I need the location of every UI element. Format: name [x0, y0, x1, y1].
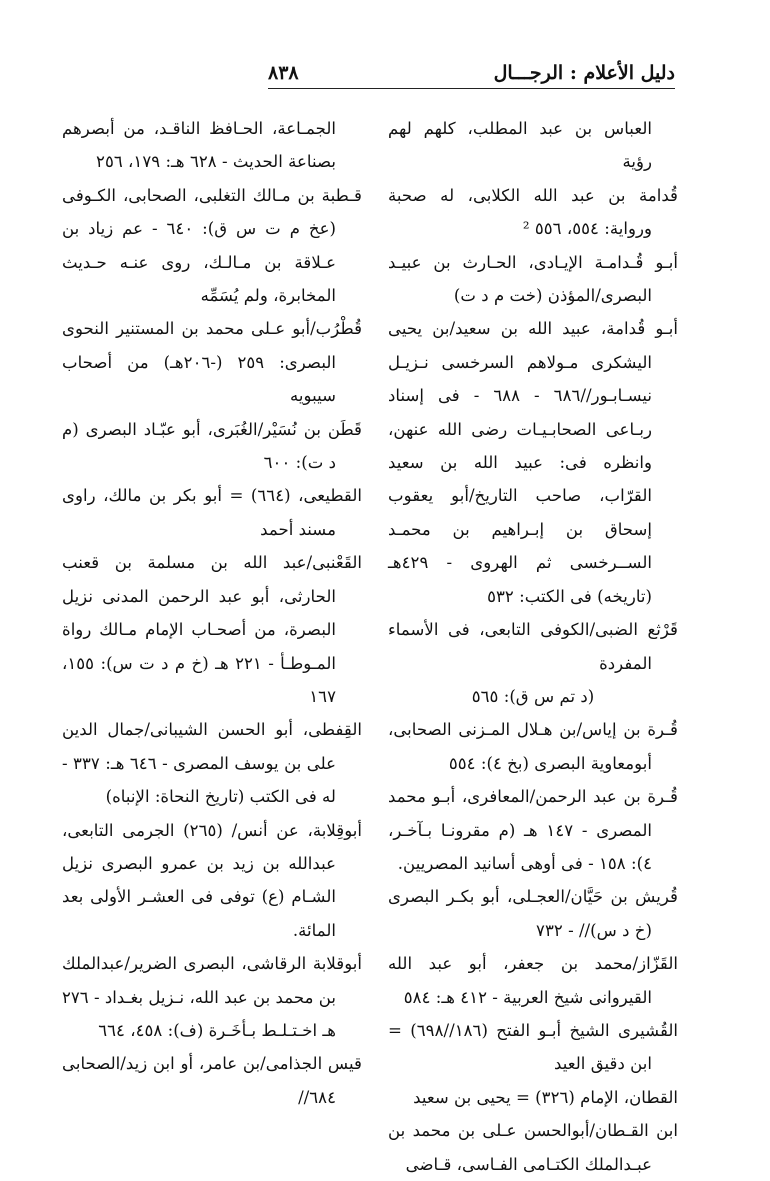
- index-entry: قُـرة بن عبد الرحمن/المعافرى، أبـو محمد المصرى - ١٤٧ هـ (م مقرونـا بـآخـر، ٤): ١٥٨ - فى أوهى أسانيد المصريين.: [388, 787, 678, 873]
- index-entry: قـطبة بن مـالك التغلبى، الصحابى، الكـوفى (عخ م ت س ق): ٦٤٠ - عم زياد بن عـلاقة بن مـالـك، روى عنـه حـديث المخابرة، ولم يُسَمِّه: [62, 185, 362, 306]
- index-entry: أبـو قُـدامـة الإيـادى، الحـارث بن عبيـد البصرى/المؤذن (خت م د ت): [388, 252, 678, 306]
- index-entry-continuation: العباس بن عبد المطلب، كلهم لهم رؤية: [388, 119, 652, 172]
- index-entry: القَزّاز/محمد بن جعفر، أبو عبد الله القيروانى شيخ العربية - ٤١٢ هـ: ٥٨٤: [388, 954, 678, 1007]
- index-entry: القُشيرى الشيخ أبـو الفتح (١٨٦//٦٩٨) = ابن دقيق العيد: [388, 1020, 679, 1074]
- index-entry: قَطَن بن نُسَيْر/الغُبَرى، أبو عبّـاد البصرى (م د ت): ٦٠٠: [62, 419, 362, 473]
- index-entry: القطان، الإمام (٣٢٦) = يحيى بن سعيد: [413, 1087, 678, 1107]
- index-entry: أبوقلابة الرقاشى، البصرى الضرير/عبدالملك بن محمد بن عبد الله، نـزيل بغـداد - ٢٧٦ هـ اخـتـلـط بـأخَـرة (ف): ٤٥٨، ٦٦٤: [61, 954, 362, 1040]
- page-number: ٨٣٨: [268, 62, 299, 84]
- index-column-left: [62, 112, 362, 1114]
- index-entry: أبـو قُدامة، عبيد الله بن سعيد/بن يحيى اليشكرى مـولاهم السرخسى نـزيـل نيسـابـور//٦٨٦ - ٦٨٨ - فى إسناد ربـاعى الصحابـيـات رضى الله عنهن، وانظره فى: عبيد الله بن سعيد القرّاب، صاحب التاريخ/أبو يعقوب إسحاق بن إبـراهيم بن محمـد الســرخسى ثم الهروى - ٤٢٩هـ (تاريخه) فى الكتب: ٥٣٢: [388, 319, 678, 606]
- index-entry: قَرْثع الضبى/الكوفى التابعى، فى الأسماء المفردة: [388, 620, 678, 673]
- index-entry: القطيعى، (٦٦٤) = أبو بكر بن مالك، راوى مسند أحمد: [62, 486, 362, 539]
- index-entry: قُـرة بن إياس/بن هـلال المـزنى الصحابى، أبومعاوية البصرى (بخ ٤): ٥٥٤: [388, 720, 678, 773]
- index-entry: قُدامة بن عبد الله الكلابى، له صحبة ورواية: ٥٥٤، ٥٥٦ ²: [388, 185, 678, 239]
- index-entry: أبوقِلابة، عن أنس/ (٢٦٥) الجرمى التابعى، عبدالله بن زيد بن عمرو البصرى نزيل الشـام (ع) توفى فى العشـر الأولى بعد المائة.: [62, 820, 362, 940]
- running-title: دليل الأعلام : الرجـــال: [493, 62, 675, 84]
- index-entry: قُريش بن حَيَّان/العجـلى، أبو بكـر البصرى (خ د س)// - ٧٣٢: [388, 887, 678, 940]
- index-entry-continuation: (د تم س ق): ٥٦٥: [471, 686, 595, 706]
- index-entry: ابن القـطان/أبوالحسن عـلى بن محمد بن عبـدالملك الكتـامى الفـاسى، قـاضى: [388, 1121, 678, 1174]
- index-entry: قيس الجذامى/بن عامر، أو ابن زيد/الصحابى ٦٨٤//: [62, 1054, 362, 1107]
- index-entry-continuation: الجمـاعة، الحـافظ الناقـد، من أبصرهم بصناعة الحديث - ٦٢٨ هـ: ١٧٩، ٢٥٦: [62, 119, 336, 172]
- header-divider: [268, 88, 675, 89]
- index-column-right: [388, 112, 678, 1181]
- index-entry: القَعْنبى/عبد الله بن مسلمة بن قعنب الحارثى، أبو عبد الرحمن المدنى نزيل البصرة، من أصحـاب الإمام مـالك رواة المـوطـأ - ٢٢١ هـ (خ م د ت س): ١٥٥، ١٦٧: [62, 553, 362, 706]
- index-entry: قُطْرُب/أبو عـلى محمد بن المستنير النحوى البصرى: ٢٥٩ (-٢٠٦هـ) من أصحاب سيبويه: [62, 319, 362, 406]
- index-entry: القِفطى، أبو الحسن الشيبانى/جمال الدين على بن يوسف المصرى - ٦٤٦ هـ: ٣٣٧ - له فى الكتب (تاريخ النحاة: الإنباه): [62, 720, 362, 807]
- page-header: [268, 58, 675, 88]
